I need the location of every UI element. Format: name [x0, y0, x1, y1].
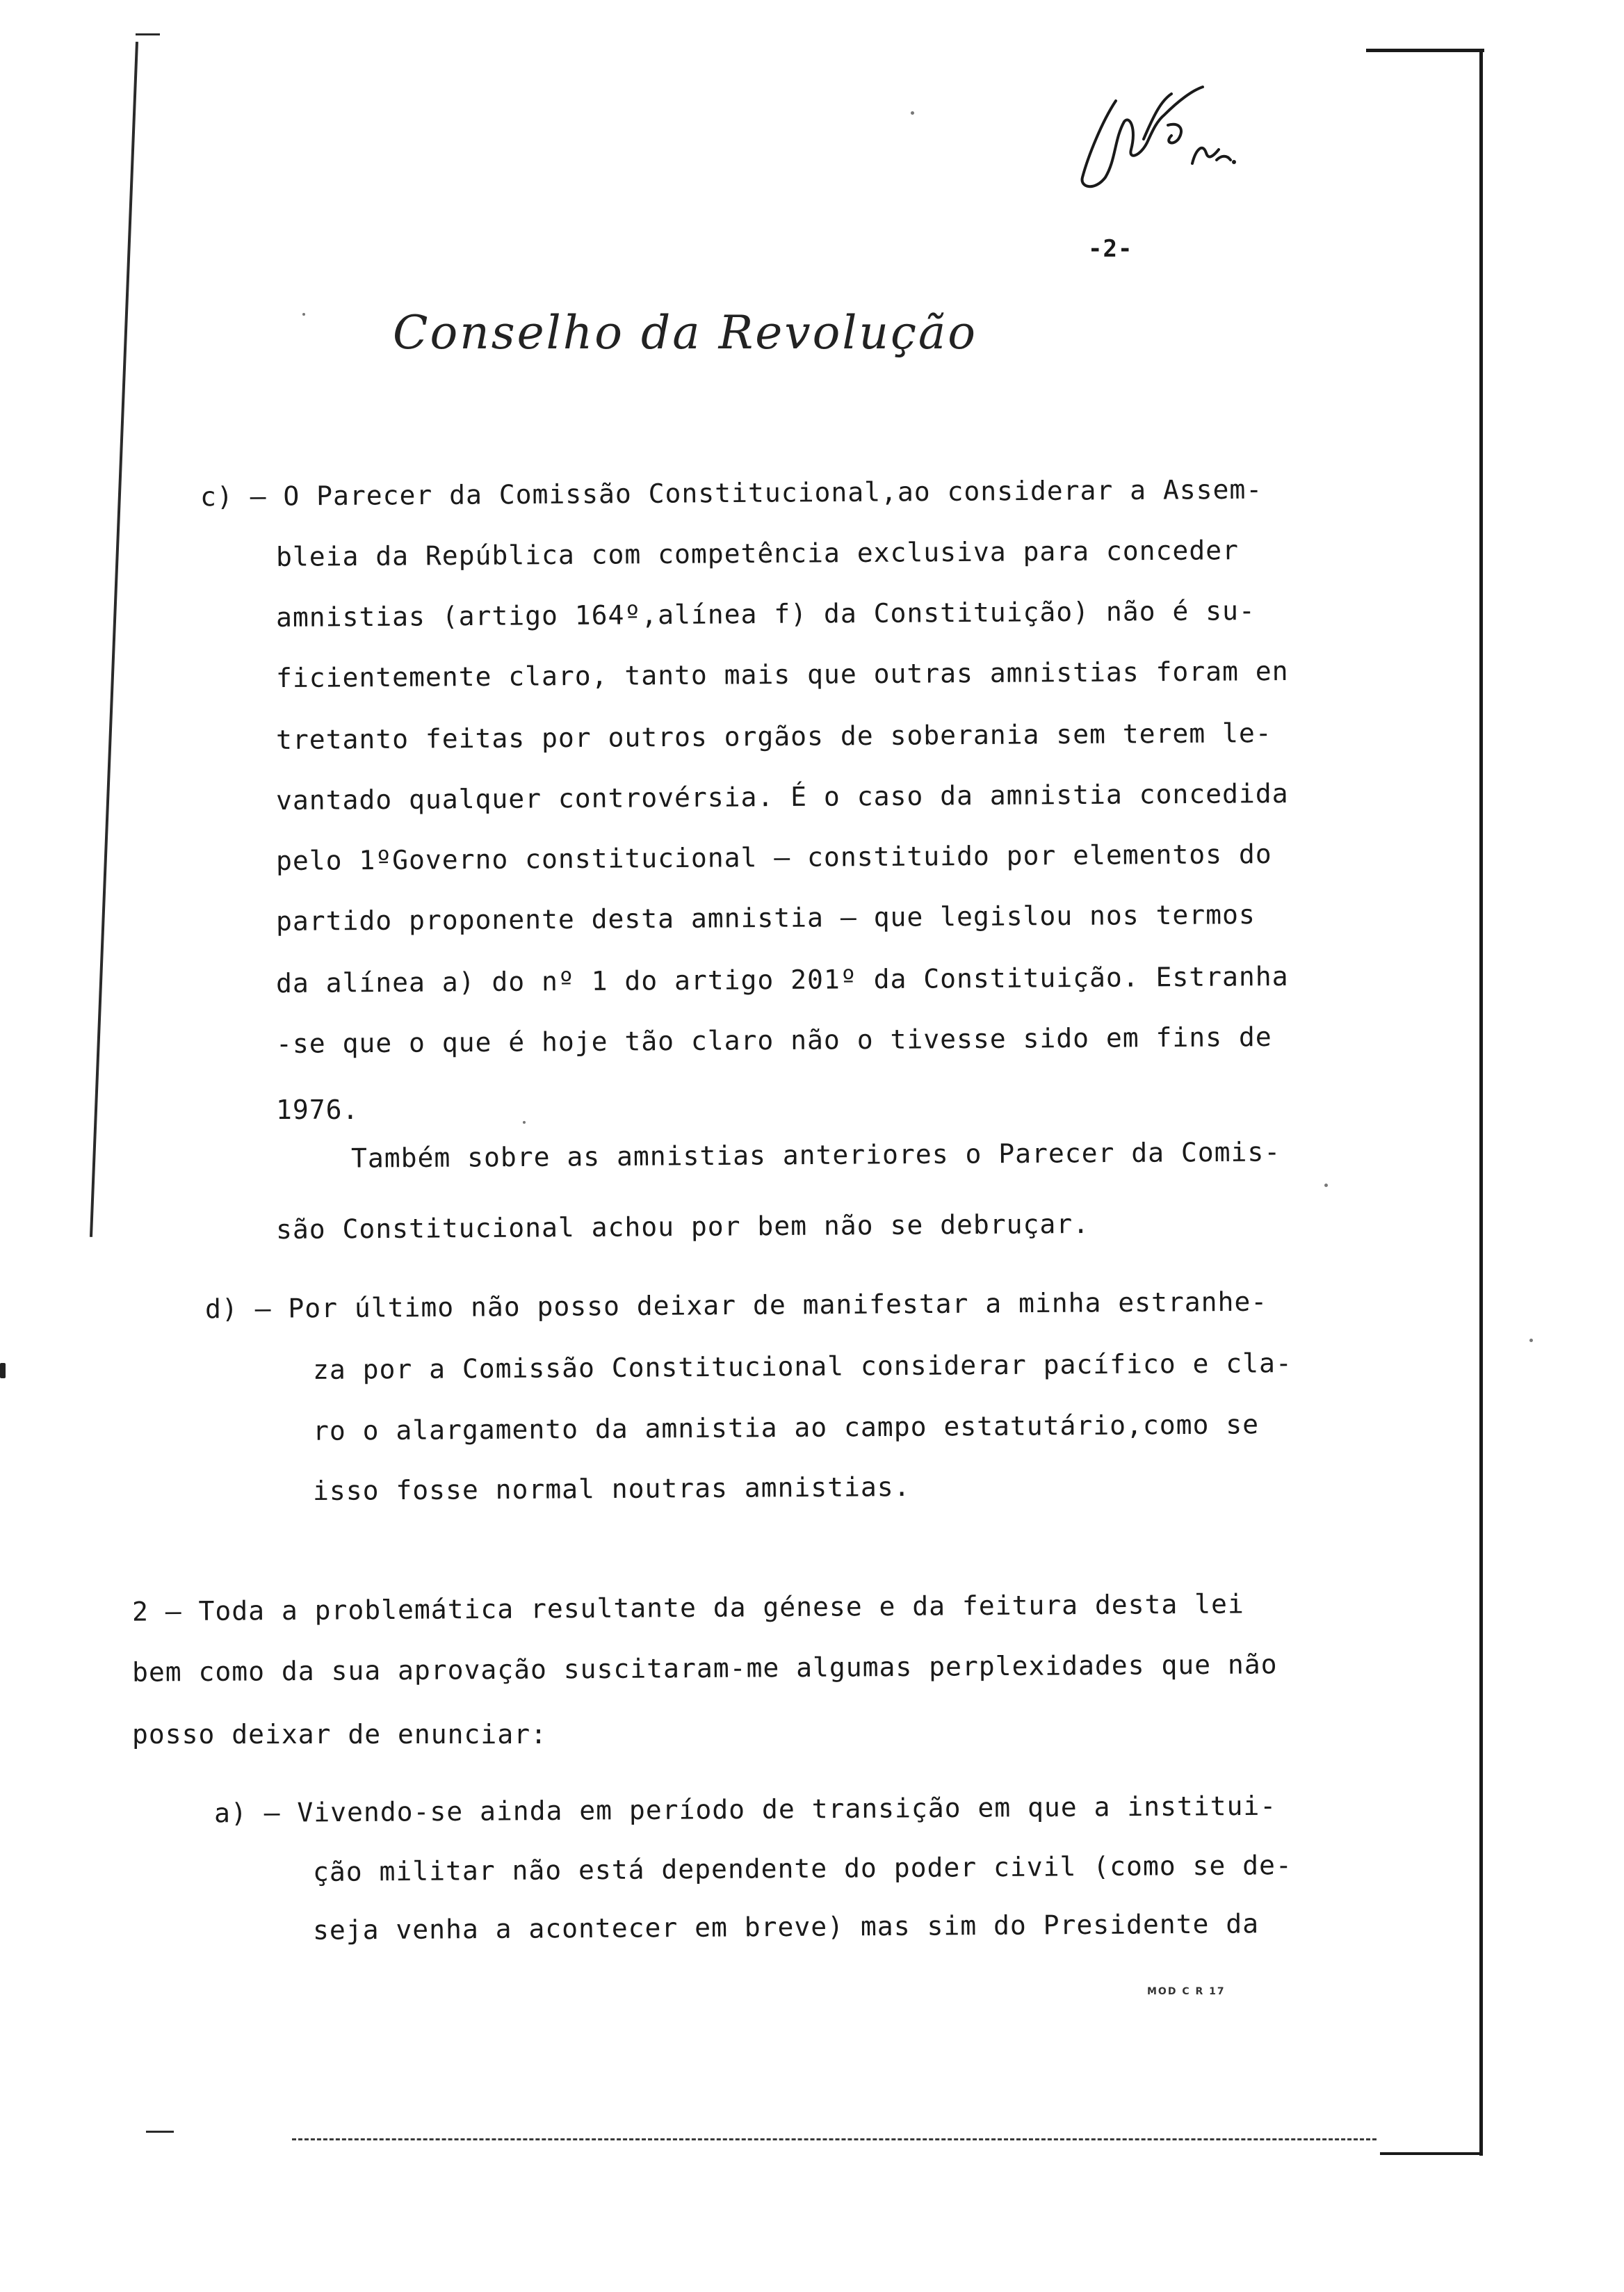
page-number: -2-	[1088, 235, 1133, 263]
handwritten-signature	[1074, 73, 1241, 205]
form-code: MOD C R 17	[1147, 1986, 1226, 1997]
bottom-dashed-edge-line	[292, 2138, 1377, 2140]
section-c-line-6: vantado qualquer controvérsia. É o caso da amnistia concedida	[275, 777, 1289, 816]
section-d-line-3: ro o alargamento da amnistia ao campo estatutário,como se	[312, 1409, 1260, 1446]
right-top-edge-line	[1366, 49, 1484, 52]
bottom-right-edge-line	[1380, 2152, 1483, 2155]
section-c-line-11: 1976.	[276, 1095, 359, 1125]
section-2a-line-3: seja venha a acontecer em breve) mas sim do Presidente da	[312, 1908, 1260, 1946]
scan-speck	[523, 1121, 526, 1124]
section-c-line-3: amnistias (artigo 164º,alínea f) da Constituição) não é su-	[275, 595, 1256, 633]
section-2a-line-2: ção militar não está dependente do poder civil (como se de-	[312, 1850, 1292, 1887]
scan-speck	[1529, 1339, 1533, 1342]
section-c-line-8: partido proponente desta amnistia — que legislou nos termos	[275, 899, 1256, 937]
section-2a-line-1: a) — Vivendo-se ainda em período de transição em que a institui-	[213, 1790, 1277, 1829]
section-c-line-13: são Constitucional achou por bem não se debruçar.	[275, 1208, 1090, 1245]
scan-speck	[1324, 1184, 1328, 1187]
top-left-tick	[136, 33, 160, 35]
scan-speck	[302, 313, 305, 316]
section-c-line-7: pelo 1ºGoverno constitucional — constituido por elementos do	[275, 838, 1272, 877]
section-c-line-2: bleia da República com competência exclusiva para conceder	[275, 535, 1240, 572]
section-c-line-10: -se que o que é hoje tão claro não o tivesse sido em fins de	[275, 1021, 1272, 1060]
section-c-line-12: Também sobre as amnistias anteriores o Parecer da Comis-	[350, 1136, 1281, 1174]
section-2-line-3: posso deixar de enunciar:	[132, 1719, 547, 1750]
section-d-line-1: d) — Por último não posso deixar de manifestar a minha estranhe-	[204, 1286, 1268, 1325]
section-2-line-1: 2 — Toda a problemática resultante da génese e da feitura desta lei	[131, 1588, 1244, 1627]
section-c-line-1: c) — O Parecer da Comissão Constitucional,ao considerar a Assem-	[200, 474, 1263, 513]
bottom-left-tick	[146, 2131, 174, 2133]
left-edge-line	[90, 42, 138, 1237]
scan-speck	[0, 1363, 6, 1378]
section-c-line-9: da alínea a) do nº 1 do artigo 201º da Constituição. Estranha	[275, 960, 1289, 999]
section-2-line-2: bem como da sua aprovação suscitaram-me algumas perplexidades que não	[131, 1649, 1278, 1688]
right-edge-line	[1479, 49, 1483, 2156]
scan-speck	[911, 111, 914, 115]
section-c-line-4: ficientemente claro, tanto mais que outras amnistias foram en	[275, 655, 1289, 694]
section-d-line-2: za por a Comissão Constitucional considerar pacífico e cla-	[312, 1348, 1292, 1385]
section-d-line-4: isso fosse normal noutras amnistias.	[312, 1471, 911, 1506]
section-c-line-5: tretanto feitas por outros orgãos de soberania sem terem le-	[275, 717, 1272, 756]
letterhead-title: Conselho da Revolução	[393, 306, 978, 360]
